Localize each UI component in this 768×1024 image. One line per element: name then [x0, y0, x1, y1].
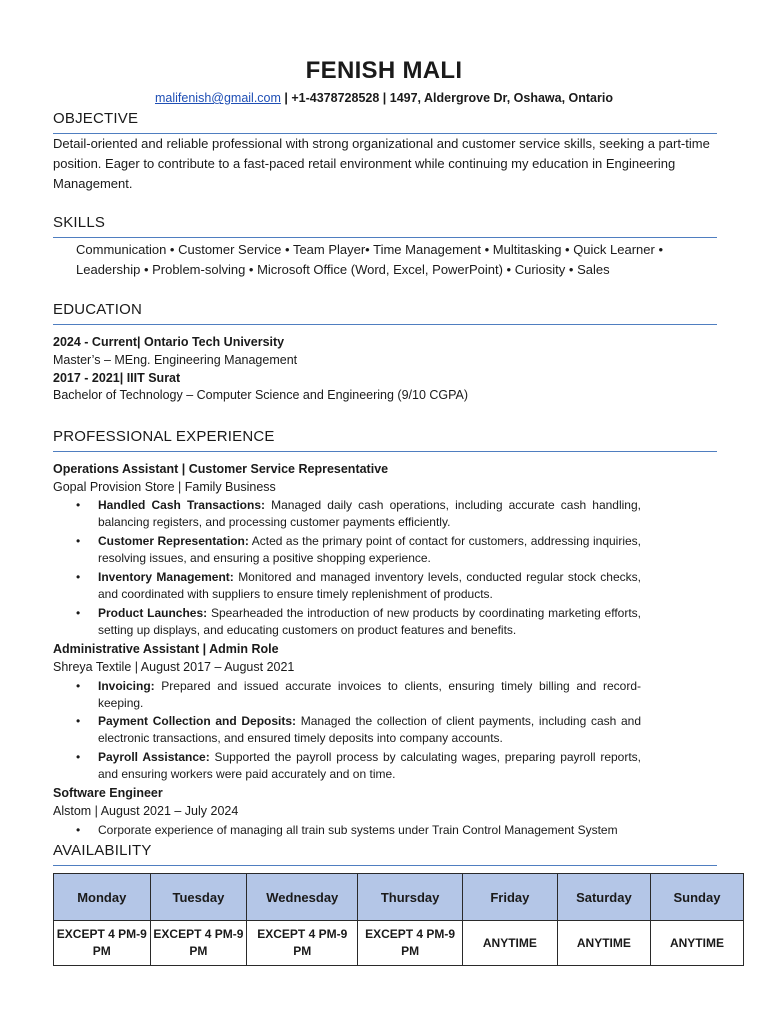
- bullet-text: Prepared and issued accurate invoices to clients, ensuring timely billing and record-keeping.: [98, 679, 641, 710]
- day-header: Thursday: [358, 874, 463, 921]
- email-link[interactable]: malifenish@gmail.com: [155, 91, 281, 105]
- job-title: Operations Assistant | Customer Service Representative: [53, 462, 389, 476]
- skills-line-1: Communication • Customer Service • Team Player• Time Management • Multitasking • Quick Learner •: [76, 242, 664, 257]
- bullet-icon: •: [76, 750, 81, 764]
- bullet-label: Handled Cash Transactions:: [98, 498, 265, 512]
- objective-text: Detail-oriented and reliable professional with strong organizational and customer service skills, seeking a part-time position. Eager to contribute to a fast-paced retail environment while continuing my education in Engineering Management.: [53, 136, 710, 191]
- availability-cell: ANYTIME: [650, 921, 743, 966]
- availability-cell: EXCEPT 4 PM-9 PM: [150, 921, 247, 966]
- day-header: Saturday: [557, 874, 650, 921]
- bullet-label: Payroll Assistance:: [98, 750, 210, 764]
- education-title: 2017 - 2021| IIIT Surat: [53, 371, 181, 385]
- bullet-text: Acted as the primary point of contact for customers, addressing inquiries, resolving issues, and ensuring a positive shopping experience.: [98, 534, 642, 565]
- availability-values-row: [54, 921, 744, 966]
- availability-cell: EXCEPT 4 PM-9 PM: [247, 921, 358, 966]
- bullet-text: Corporate experience of managing all train sub systems under Train Control Management System: [98, 823, 618, 837]
- skills-line-2: Leadership • Problem-solving • Microsoft Office (Word, Excel, PowerPoint) • Curiosity • Sales: [76, 262, 610, 277]
- bullet-icon: •: [76, 679, 81, 693]
- day-header: Friday: [462, 874, 557, 921]
- day-header: Tuesday: [150, 874, 247, 921]
- bullet-icon: •: [76, 714, 81, 728]
- bullet-label: Payment Collection and Deposits:: [98, 714, 297, 728]
- availability-cell: ANYTIME: [557, 921, 650, 966]
- experience-heading: PROFESSIONAL EXPERIENCE: [53, 428, 717, 452]
- job-title: Software Engineer: [53, 786, 163, 800]
- day-header: Sunday: [650, 874, 743, 921]
- bullet-text: Managed daily cash operations, including accurate cash handling, balancing registers, and processing customer payments efficiently.: [98, 498, 641, 529]
- bullet-text: Supported the payroll process by calculating wages, preparing payroll reports, and ensuring workers were paid accurately and on time.: [98, 750, 641, 781]
- education-title: 2024 - Current| Ontario Tech University: [53, 335, 285, 349]
- day-header: Monday: [54, 874, 151, 921]
- bullet-label: Customer Representation:: [98, 534, 249, 548]
- bullet-text: Monitored and managed inventory levels, conducted regular stock checks, and coordinated with suppliers to ensure timely replenishment of products.: [98, 570, 641, 601]
- bullet-label: Inventory Management:: [98, 570, 234, 584]
- bullet-text: Spearheaded the introduction of new products by coordinating marketing efforts, setting up displays, and educating customers on product features and benefits.: [98, 606, 642, 637]
- bullet-icon: •: [76, 606, 81, 620]
- contact-line: [0, 91, 768, 105]
- day-header: Wednesday: [247, 874, 358, 921]
- availability-cell: ANYTIME: [462, 921, 557, 966]
- education-heading: EDUCATION: [53, 301, 717, 325]
- objective-heading: OBJECTIVE: [53, 110, 717, 134]
- availability-heading: AVAILABILITY: [53, 842, 717, 866]
- job-org: Shreya Textile | August 2017 – August 2021: [53, 660, 295, 674]
- education-detail: Master’s – MEng. Engineering Management: [53, 353, 298, 367]
- bullet-icon: •: [76, 570, 81, 584]
- job-title: Administrative Assistant | Admin Role: [53, 642, 279, 656]
- bullet-icon: •: [76, 823, 81, 837]
- bullet-label: Invoicing:: [98, 679, 155, 693]
- bullet-icon: •: [76, 498, 81, 512]
- contact-details: | +1-4378728528 | 1497, Aldergrove Dr, Oshawa, Ontario: [280, 91, 613, 105]
- availability-cell: EXCEPT 4 PM-9 PM: [358, 921, 463, 966]
- job-org: Alstom | August 2021 – July 2024: [53, 804, 239, 818]
- bullet-text: Managed the collection of client payments, including cash and electronic transactions, and ensured timely deposits into company accounts.: [98, 714, 641, 745]
- availability-header-row: [54, 874, 744, 921]
- job-org: Gopal Provision Store | Family Business: [53, 480, 276, 494]
- bullet-label: Product Launches:: [98, 606, 208, 620]
- education-detail: Bachelor of Technology – Computer Science and Engineering (9/10 CGPA): [53, 388, 469, 402]
- candidate-name: FENISH MALI: [305, 57, 463, 84]
- skills-heading: SKILLS: [53, 214, 717, 238]
- availability-cell: EXCEPT 4 PM-9 PM: [54, 921, 151, 966]
- availability-table: [53, 873, 744, 966]
- bullet-icon: •: [76, 534, 81, 548]
